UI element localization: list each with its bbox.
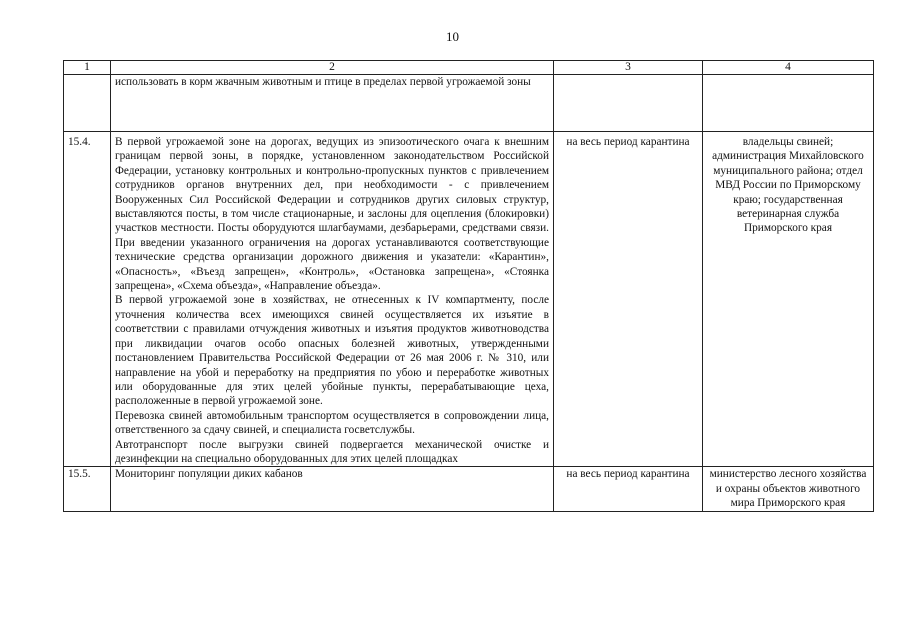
row-number: 15.4. [64, 132, 111, 467]
header-col-4: 4 [703, 61, 874, 75]
measure-description: Мониторинг популяции диких кабанов [111, 467, 554, 511]
measure-term [554, 75, 703, 132]
header-col-1: 1 [64, 61, 111, 75]
measure-term: на весь период карантина [554, 132, 703, 467]
header-col-3: 3 [554, 61, 703, 75]
table-row-15-4 [64, 132, 874, 467]
table-row-continued [64, 75, 874, 132]
page-number: 10 [446, 29, 459, 44]
description-paragraph: В первой угрожаемой зоне на дорогах, ведущих из эпизоотического очага к внешним границам первой зоны, в порядке, установленном законодательством Российской Федерации, установку контрольных и контрольно-пропускных пунктов с привлечением сотрудников органов внутренних дел, при необходимости - с привлечением Вооруженных Сил Российской Федерации и сотрудников других силовых структур, выставляются посты, в том числе стационарные, и заслоны для оцепления (блокировки) участков местности. Посты оборудуются шлагбаумами, дезбарьерами, средствами связи. При введении указанного ограничения на дорогах устанавливаются соответствующие технические средства организации дорожного движения и указатели: «Карантин», «Опасность», «Въезд запрещен», «Контроль», «Остановка запрещена», «Стоянка запрещена», «Схема объезда», «Направление объезда». [115, 136, 549, 293]
measure-term: на весь период карантина [554, 467, 703, 511]
measure-responsible: министерство лесного хозяйства и охраны объектов животного мира Приморского края [703, 467, 874, 511]
row-number [64, 75, 111, 132]
description-paragraph: В первой угрожаемой зоне в хозяйствах, не отнесенных к IV компартменту, после уточнения количества всех имеющихся свиней осуществляется их изъятие в соответствии с правилами отчуждения животных и изъятия продуктов животноводства при ликвидации очагов особо опасных болезней животных, утвержденными постановлением Правительства Российской Федерации от 26 мая 2006 г. № 310, или направление на убой и переработку на предприятия по убою и переработке животных или оборудованные для этих целей убойные пункты, перерабатывающие цеха, расположенные в первой угрожаемой зоне. [115, 294, 549, 408]
description-paragraph: Автотранспорт после выгрузки свиней подвергается механической очистке и дезинфекции на специально оборудованных для этих целей площадках [115, 438, 549, 465]
description-paragraph: Перевозка свиней автомобильным транспортом осуществляется в сопровождении лица, ответственного за сдачу свиней, и специалиста госветслужбы. [115, 409, 549, 437]
header-col-2: 2 [111, 61, 554, 75]
table-row-15-5 [64, 467, 874, 511]
row-number: 15.5. [64, 467, 111, 511]
measure-responsible [703, 75, 874, 132]
measure-description: использовать в корм жвачным животным и птице в пределах первой угрожаемой зоны [111, 75, 554, 132]
measure-description [111, 132, 554, 467]
table-header-row [64, 61, 874, 75]
measure-responsible: владельцы свиней; администрация Михайловского муниципального района; отдел МВД России по Приморскому краю; государственная ветеринарная служба Приморского края [703, 132, 874, 467]
measures-table [63, 60, 874, 512]
